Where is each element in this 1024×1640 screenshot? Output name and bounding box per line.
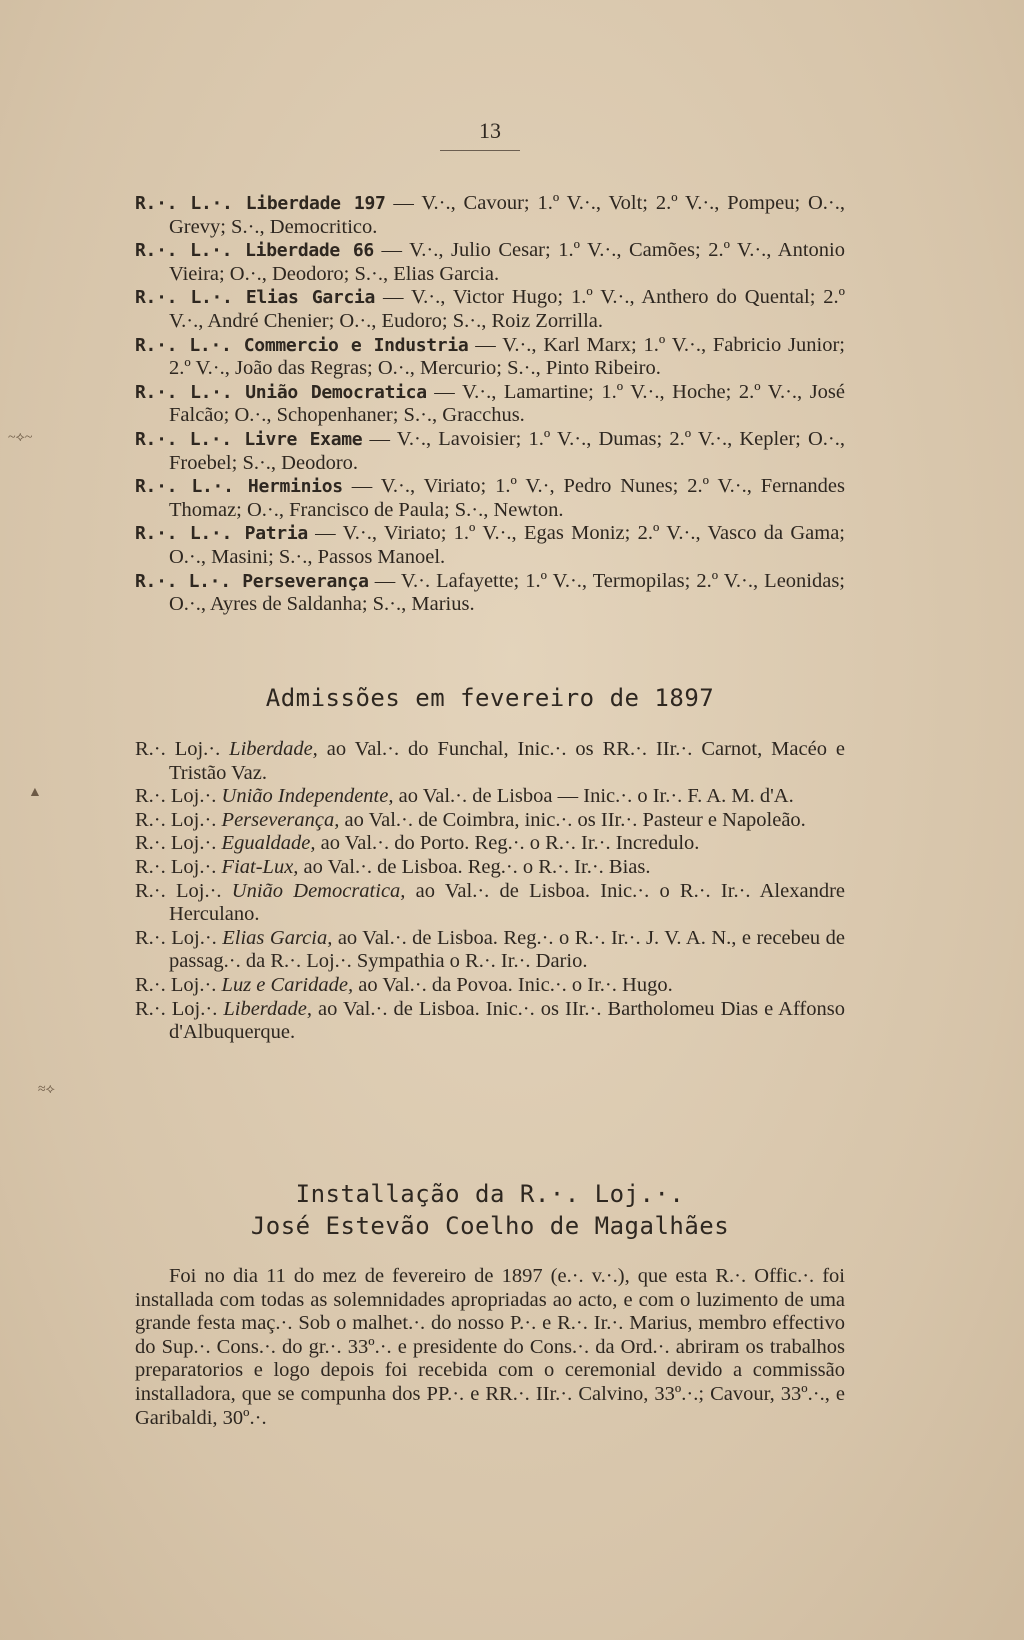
lodge-entry: R.·. L.·. Herminios — V.·., Viriato; 1.º V.·, Pedro Nunes; 2.º V.·., Fernandes Thomaz; O.·., Francisco de Paula; S.·., Newton. bbox=[135, 475, 846, 521]
admission-entry: R.·. Loj.·. Elias Garcia, ao Val.·. de Lisboa. Reg.·. o R.·. Ir.·. J. V. A. N., e recebeu de passag.·. da R.·. Loj.·. Sympathia o R.·. Ir.·. Dario. bbox=[135, 926, 845, 973]
margin-bird-mark-icon: ~⟡~ bbox=[8, 430, 33, 445]
margin-bird-mark-icon: ≈⟡ bbox=[38, 1082, 55, 1097]
installation-paragraph: Foi no dia 11 do mez de fevereiro de 1897 (e.·. v.·.), que esta R.·. Offic.·. foi installada com todas as solemnidades apropriadas ao acto, e com o luzimento de uma grande festa maç.·. Sob o malhet.·. do nosso P.·. e R.·. Ir.·. Marius, membro effectivo do Sup.·. Cons.·. do gr.·. 33º.·. e presidente do Cons.·. da Ord.·. abriram os trabalhos preparatorios e logo depois foi recebida com o ceremonial devido a commissão installadora, que se compunha dos PP.·. e RR.·. IIr.·. Calvino, 33º.·.; Cavour, 33º.·., e Garibaldi, 30º.·. bbox=[135, 1265, 845, 1429]
page-number-rule bbox=[440, 150, 520, 151]
lodge-entry: R.·. L.·. Commercio e Industria — V.·., Karl Marx; 1.º V.·., Fabricio Junior; 2.º V.·., João das Regras; O.·., Mercurio; S.·., Pinto Ribeiro. bbox=[135, 333, 845, 380]
admissions-heading: Admissões em fevereiro de 1897 bbox=[265, 684, 715, 712]
lodge-entry: R.·. L.·. Liberdade 197 — V.·., Cavour; 1.º V.·., Volt; 2.º V.·., Pompeu; O.·., Grevy; S.·., Democritico. bbox=[135, 192, 845, 238]
lodge-entry: R.·. L.·. União Democratica — V.·., Lamartine; 1.º V.·., Hoche; 2.º V.·., José Falcão; O.·., Schopenhaner; S.·., Gracchus. bbox=[135, 380, 845, 427]
admission-entry: R.·. Loj.·. Luz e Caridade, ao Val.·. da Povoa. Inic.·. o Ir.·. Hugo. bbox=[135, 973, 673, 996]
lodge-entry: R.·. L.·. Elias Garcia — V.·., Victor Hugo; 1.º V.·., Anthero do Quental; 2.º V.·., André Chenier; O.·., Eudoro; S.·., Roiz Zorrilla. bbox=[135, 286, 846, 332]
admission-entry: R.·. Loj.·. União Democratica, ao Val.·. de Lisboa. Inic.·. o R.·. Ir.·. Alexandre Herculano. bbox=[135, 879, 845, 926]
lodge-entry: R.·. L.·. Patria — V.·., Viriato; 1.º V.·., Egas Moniz; 2.º V.·., Vasco da Gama; O.·., Masini; S.·., Passos Manoel. bbox=[135, 522, 846, 568]
admission-entry: R.·. Loj.·. Liberdade, ao Val.·. do Funchal, Inic.·. os RR.·. IIr.·. Carnot, Macéo e Tristão Vaz. bbox=[135, 738, 845, 784]
lodge-entry: R.·. L.·. Perseverança — V.·. Lafayette; 1.º V.·., Termopilas; 2.º V.·., Leonidas; O.·., Ayres de Saldanha; S.·., Marius. bbox=[135, 569, 846, 616]
admission-entry: R.·. Loj.·. Perseverança, ao Val.·. de Coimbra, inic.·. os IIr.·. Pasteur e Napoleão. bbox=[135, 808, 806, 831]
lodge-entry: R.·. L.·. Livre Exame — V.·., Lavoisier; 1.º V.·., Dumas; 2.º V.·., Kepler; O.·., Froebel; S.·., Deodoro. bbox=[135, 427, 845, 474]
admission-entry: R.·. Loj.·. Egualdade, ao Val.·. do Porto. Reg.·. o R.·. Ir.·. Incredulo. bbox=[135, 832, 700, 855]
margin-ink-mark-icon: ▲ bbox=[28, 785, 42, 800]
page-number: 13 bbox=[479, 118, 501, 143]
installation-heading bbox=[135, 1178, 845, 1242]
admission-entry: R.·. Loj.·. Liberdade, ao Val.·. de Lisboa. Inic.·. os IIr.·. Bartholomeu Dias e Affonso d'Albuquerque. bbox=[135, 997, 845, 1044]
lodge-officers-list bbox=[135, 192, 845, 617]
installation-heading-line2: José Estevão Coelho de Magalhães bbox=[250, 1212, 730, 1240]
admission-entry: R.·. Loj.·. União Independente, ao Val.·. de Lisboa — Inic.·. o Ir.·. F. A. M. d'A. bbox=[135, 785, 794, 808]
admissions-list bbox=[135, 738, 845, 1045]
admission-entry: R.·. Loj.·. Fiat-Lux, ao Val.·. de Lisboa. Reg.·. o R.·. Ir.·. Bias. bbox=[135, 855, 651, 878]
lodge-entry: R.·. L.·. Liberdade 66 — V.·., Julio Cesar; 1.º V.·., Camões; 2.º V.·., Antonio Vieira; O.·., Deodoro; S.·., Elias Garcia. bbox=[135, 239, 845, 285]
installation-heading-line1: Installação da R.·. Loj.·. bbox=[295, 1180, 685, 1208]
